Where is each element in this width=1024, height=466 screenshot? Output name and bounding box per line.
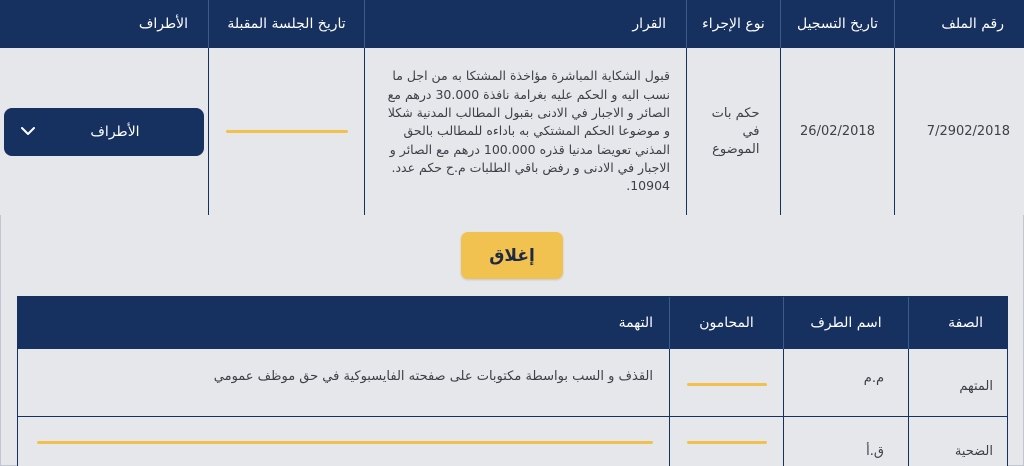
parties-cell xyxy=(0,48,208,215)
header-procedure-type: نوع الإجراء xyxy=(686,0,780,48)
header-next-session-date: تاريخ الجلسة المقبلة xyxy=(208,0,364,48)
close-button[interactable]: إغلاق xyxy=(461,232,563,279)
procedure-type-value xyxy=(686,48,780,215)
case-table xyxy=(0,0,1024,216)
procedure-type-text: حكم بات في الموضوع xyxy=(711,105,760,157)
role-value: الضحية xyxy=(908,417,1007,466)
parties-table xyxy=(17,296,1008,466)
registration-date-text: 26/02/2018 xyxy=(800,124,875,139)
next-session-date-placeholder-line xyxy=(226,130,348,133)
header-file-number: رقم الملف xyxy=(894,0,1024,48)
header-lawyers: المحامون xyxy=(669,297,783,349)
parties-button-label: الأطراف xyxy=(90,123,140,140)
charge-value xyxy=(18,417,669,466)
header-party-name: اسم الطرف xyxy=(783,297,908,349)
chevron-down-icon xyxy=(20,124,36,140)
table-row xyxy=(18,349,1007,417)
party-name-value: ق.أ xyxy=(783,417,908,466)
parties-table-header xyxy=(18,297,1007,349)
party-name-value: م.م xyxy=(783,349,908,416)
lawyers-value xyxy=(669,349,783,416)
table-row xyxy=(18,417,1007,466)
file-number-text: 7/2902/2018 xyxy=(926,124,1010,139)
header-charge: التهمة xyxy=(618,315,653,331)
role-value: المتهم xyxy=(908,349,1007,416)
case-row xyxy=(0,48,1024,216)
next-session-date-value xyxy=(208,48,364,215)
charge-value: القذف و السب بواسطة مكتوبات على صفحته الفايسبوكية في حق موظف عمومي xyxy=(213,369,653,384)
lawyers-value xyxy=(669,417,783,466)
decision-text: قبول الشكاية المباشرة مؤاخذة المشتكا به من اجل ما نسب اليه و الحكم عليه بغرامة نافذة 30.000 درهم مع الصائر و الاجبار في الادنى بقبول المطالب المدنية شكلا و موضوعا الحكم المشتكي به باداءه للمطالب بالحق المذني تعويضا مدنيا قذره 100.000 درهم مع الصائر و الاجبار في الادنى و رفض باقي الطلبات م.ح حكم عدد. 10904. xyxy=(387,68,670,194)
header-parties: الأطراف xyxy=(138,16,188,32)
file-number-value xyxy=(894,48,1024,215)
header-decision: القرار xyxy=(364,0,686,48)
lawyers-placeholder-line xyxy=(687,441,767,444)
charge-placeholder-line xyxy=(37,441,653,444)
registration-date-value xyxy=(780,48,894,215)
decision-value xyxy=(364,48,686,215)
case-table-header xyxy=(0,0,1024,48)
header-role: الصفة xyxy=(908,297,1007,349)
parties-dropdown-button[interactable] xyxy=(4,108,204,156)
lawyers-placeholder-line xyxy=(687,383,767,386)
header-registration-date: تاريخ التسجيل xyxy=(780,0,894,48)
